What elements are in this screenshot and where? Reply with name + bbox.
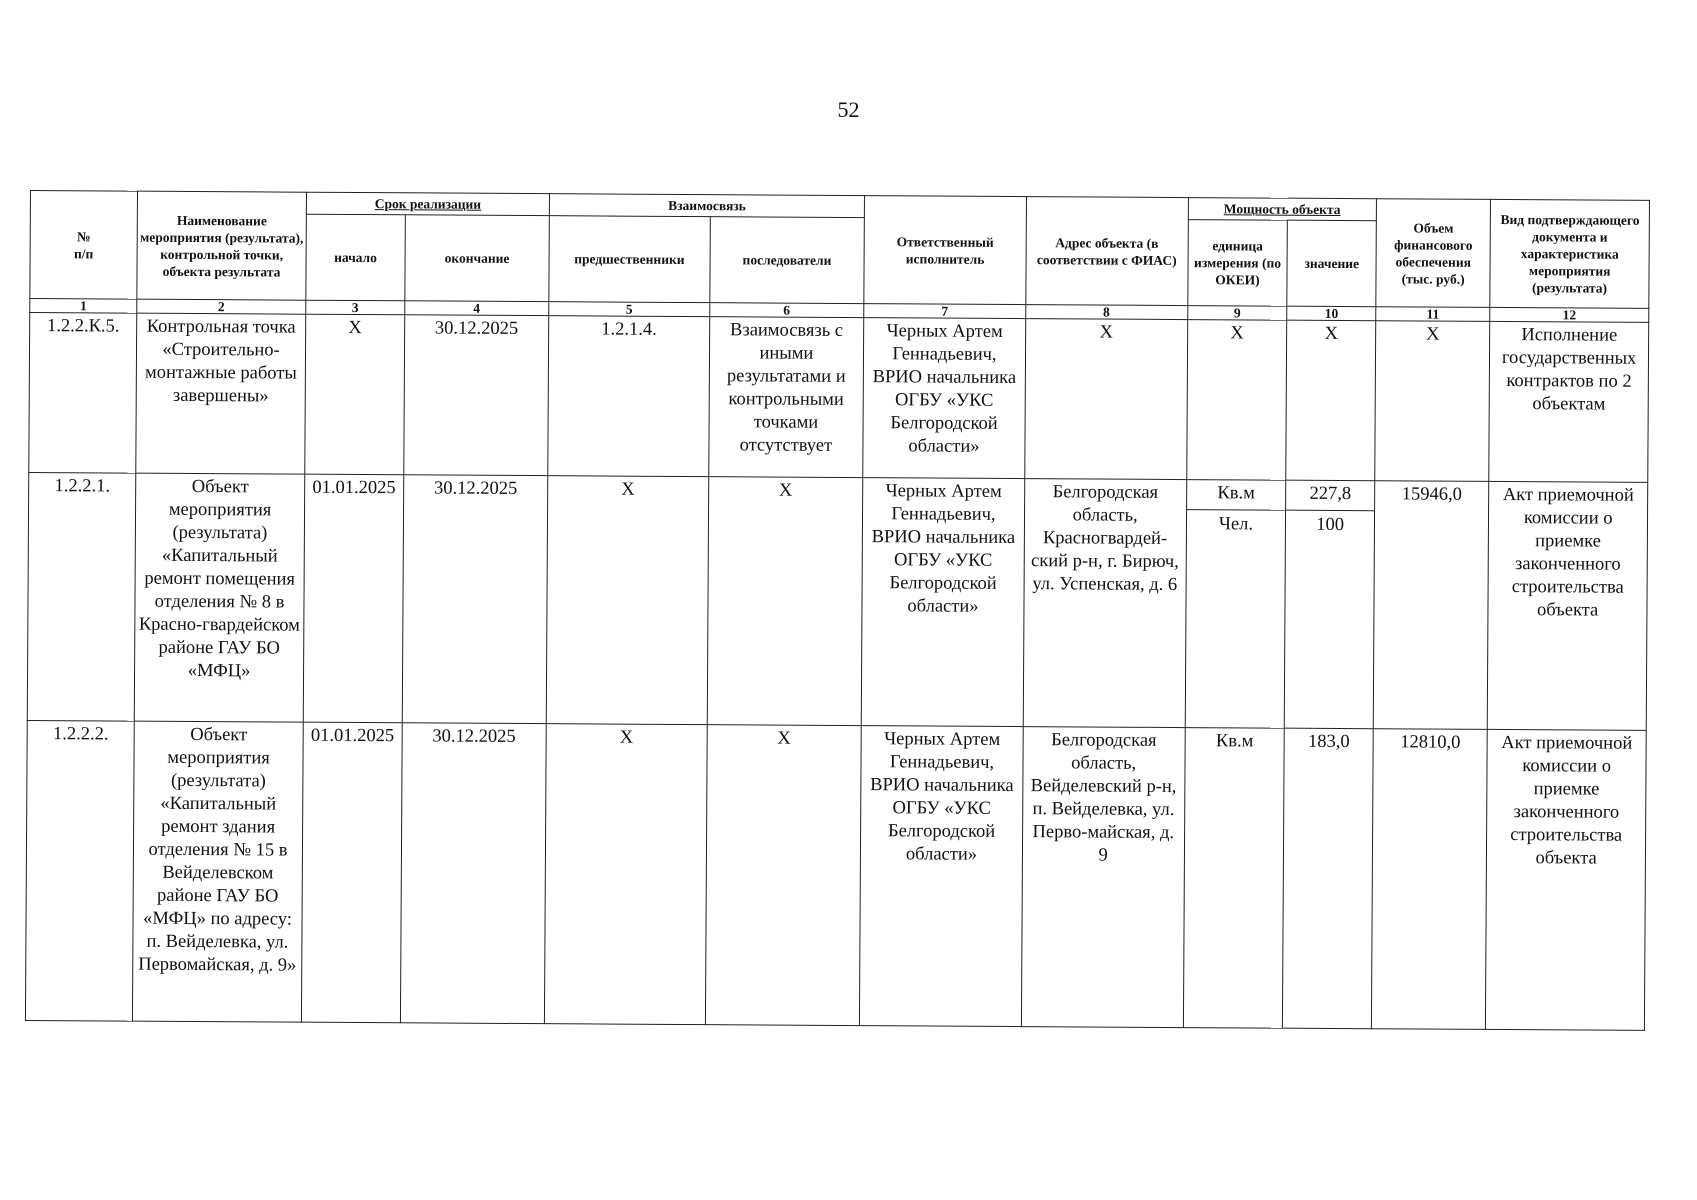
row-funding: 15946,0 (1373, 481, 1489, 730)
column-number: 5 (549, 302, 710, 317)
row-address: Белгородская область, Красногвардей-ский р-н, г. Бирюч, ул. Успенская, д. 6 (1023, 479, 1186, 728)
row-predecessors: 1.2.1.4. (548, 316, 710, 477)
row-end: 30.12.2025 (402, 475, 548, 724)
row-unit-primary: X (1230, 323, 1244, 344)
column-number: 8 (1026, 305, 1188, 320)
table-row (25, 720, 1646, 1030)
row-successors: X (707, 477, 863, 726)
header-address: Адрес объекта (в соответствии с ФИАС) (1026, 197, 1188, 306)
header-responsible: Ответственный исполнитель (864, 196, 1026, 305)
row-num: 1.2.2.2. (25, 720, 134, 1021)
row-value-primary: 183,0 (1307, 731, 1350, 753)
column-number: 1 (30, 299, 137, 314)
header-value: значение (1287, 220, 1376, 307)
row-predecessors: X (544, 724, 706, 1025)
page-number: 52 (837, 97, 860, 122)
row-unit (1185, 480, 1286, 729)
column-number: 10 (1287, 306, 1376, 321)
column-number: 4 (405, 301, 549, 316)
row-end: 30.12.2025 (400, 723, 546, 1024)
row-unit (1186, 320, 1287, 481)
header-doc: Вид подтверждающего документа и характеристика мероприятия (результата) (1490, 199, 1649, 308)
column-number: 2 (137, 299, 306, 314)
row-num: 1.2.2.К.5. (29, 313, 137, 474)
row-doc: Акт приемочной комиссии о приемке законченного строительства объекта (1488, 481, 1648, 730)
header-name: Наименование мероприятия (результата), контрольной точки, объекта результата (137, 191, 307, 300)
row-unit-primary: Кв.м (1217, 483, 1255, 504)
header-predecessors: предшественники (549, 216, 710, 303)
header-num: № п/п (30, 191, 138, 300)
row-responsible: Черных Артем Геннадьевич, ВРИО начальника ОГБУ «УКС Белгородской области» (860, 726, 1024, 1027)
row-address: Белгородская область, Вейделевский р-н, п. Вейделевка, ул. Перво-майская, д. 9 (1021, 727, 1185, 1028)
row-name: Контрольная точка «Строительно-монтажные работы завершены» (136, 313, 306, 474)
row-num: 1.2.2.1. (27, 472, 136, 721)
row-successors: X (705, 725, 861, 1026)
header-unit: единица измерения (по ОКЕИ) (1187, 220, 1287, 307)
row-value (1285, 480, 1375, 729)
row-funding: 12810,0 (1371, 729, 1487, 1030)
header-period: Срок реализации (306, 192, 549, 215)
header-capacity: Мощность объекта (1188, 198, 1377, 221)
header-relation: Взаимосвязь (549, 194, 864, 218)
events-table (25, 190, 1650, 1031)
row-start: 01.01.2025 (301, 722, 402, 1023)
header-funding: Объем финансового обеспечения (тыс. руб.) (1376, 199, 1491, 308)
column-number: 6 (709, 303, 864, 318)
row-responsible: Черных Артем Геннадьевич, ВРИО начальника ОГБУ «УКС Белгородской области» (863, 318, 1026, 479)
row-unit-primary: Кв.м (1215, 731, 1254, 752)
row-name: Объект мероприятия (результата) «Капитальный ремонт здания отделения № 15 в Вейделевском районе ГАУ БО «МФЦ» по адресу: п. Вейделевка, ул. Первомайская, д. 9» (133, 721, 304, 1022)
header-start: начало (306, 214, 405, 301)
row-start: X (305, 314, 405, 475)
table-row (29, 313, 1649, 483)
row-end: 30.12.2025 (404, 315, 549, 476)
row-start: 01.01.2025 (303, 474, 403, 723)
row-funding: X (1375, 321, 1490, 482)
row-successors: Взаимосвязь с иными результатами и контрольными точками отсутствует (708, 317, 863, 478)
column-number: 12 (1490, 307, 1649, 322)
row-unit (1183, 728, 1285, 1029)
row-value (1286, 320, 1376, 481)
row-value (1283, 728, 1373, 1029)
table-row (27, 472, 1647, 730)
row-value-primary: 227,8 (1309, 483, 1352, 505)
column-number: 9 (1187, 306, 1287, 321)
row-address: X (1025, 319, 1188, 480)
row-value-primary: X (1324, 323, 1339, 344)
row-unit-secondary: Чел. (1186, 509, 1285, 537)
header-successors: последователи (709, 217, 864, 304)
header-end: окончание (405, 215, 550, 302)
column-number: 11 (1376, 307, 1490, 322)
row-responsible: Черных Артем Геннадьевич, ВРИО начальника ОГБУ «УКС Белгородской области» (861, 478, 1024, 727)
column-number: 3 (306, 300, 405, 315)
row-doc: Исполнение государственных контрактов по 2 объектам (1489, 321, 1649, 482)
row-value-secondary: 100 (1286, 510, 1374, 538)
row-doc: Акт приемочной комиссии о приемке законченного строительства объекта (1486, 729, 1647, 1030)
column-number: 7 (864, 304, 1026, 319)
row-predecessors: X (546, 476, 708, 725)
row-name: Объект мероприятия (результата) «Капитальный ремонт помещения отделения № 8 в Красно-гвардейском районе ГАУ БО «МФЦ» (134, 473, 304, 722)
